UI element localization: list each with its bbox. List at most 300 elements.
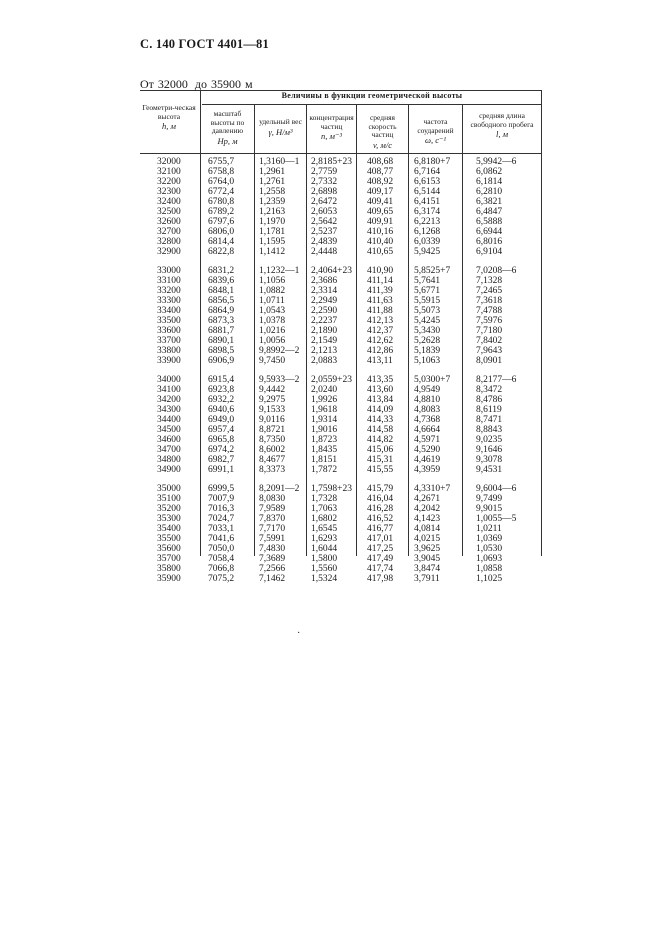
- table-cell: 5,1839: [414, 346, 441, 356]
- table-cell: 7,8402: [476, 336, 503, 346]
- table-cell: 35900: [157, 574, 181, 584]
- table-cell: 34800: [157, 455, 181, 465]
- table-cell: 6881,7: [208, 326, 235, 336]
- table-cell: 32500: [157, 207, 181, 217]
- table-cell: 6,2213: [414, 217, 441, 227]
- table-cell: 2,1213: [311, 346, 338, 356]
- table-cell: 6,1268: [414, 227, 441, 237]
- table-cell: 3,9625: [414, 544, 441, 554]
- table-row: [140, 356, 542, 366]
- table-cell: 34700: [157, 445, 181, 455]
- table-cell: 7,3618: [476, 296, 503, 306]
- table-row: [140, 415, 542, 425]
- column-header-label: Геометри-ческая высота: [142, 103, 196, 121]
- table-cell: 6,5144: [414, 187, 441, 197]
- table-cell: 35100: [157, 494, 181, 504]
- table-cell: 1,1025: [476, 574, 503, 584]
- table-cell: 6831,2: [208, 266, 235, 276]
- table-cell: 6,0339: [414, 237, 441, 247]
- table-cell: 8,6002: [259, 445, 286, 455]
- table-cell: 35800: [157, 564, 181, 574]
- table-cell: 416,04: [367, 494, 394, 504]
- table-row: [140, 187, 542, 197]
- table-cell: 9,3078: [476, 455, 503, 465]
- table-cell: 415,31: [367, 455, 394, 465]
- table-cell: 414,82: [367, 435, 394, 445]
- table-cell: 1,0378: [259, 316, 286, 326]
- table-cell: 5,1063: [414, 356, 441, 366]
- table-cell: 7016,3: [208, 504, 235, 514]
- table-cell: 9,1646: [476, 445, 503, 455]
- table-cell: 4,2042: [414, 504, 441, 514]
- table-cell: 1,0693: [476, 554, 503, 564]
- range-to: до: [194, 77, 208, 91]
- table-cell: 7041,6: [208, 534, 235, 544]
- table-row: [140, 574, 542, 584]
- table-cell: 33400: [157, 306, 181, 316]
- table-cell: 35500: [157, 534, 181, 544]
- table-cell: 413,60: [367, 385, 394, 395]
- table-row: [140, 227, 542, 237]
- table-cell: 9,4442: [259, 385, 286, 395]
- table-cell: 4,9549: [414, 385, 441, 395]
- table-cell: 1,2359: [259, 197, 286, 207]
- table-cell: 6,8016: [476, 237, 503, 247]
- table-cell: 8,7350: [259, 435, 286, 445]
- column-header-symbol: h, м: [162, 121, 176, 131]
- row-group: [140, 266, 542, 375]
- table-cell: 4,5290: [414, 445, 441, 455]
- table-cell: 4,8810: [414, 395, 441, 405]
- table-cell: 409,17: [367, 187, 394, 197]
- table-cell: 6873,3: [208, 316, 235, 326]
- table-cell: 410,90: [367, 266, 394, 276]
- table-cell: 7024,7: [208, 514, 235, 524]
- table-cell: 6797,6: [208, 217, 235, 227]
- table-cell: 7033,1: [208, 524, 235, 534]
- table-cell: 9,7499: [476, 494, 503, 504]
- table-cell: 5,2628: [414, 336, 441, 346]
- table-cell: 32100: [157, 167, 181, 177]
- table-cell: 33500: [157, 316, 181, 326]
- table-row: [140, 207, 542, 217]
- column-header-symbol: γ, Н/м³: [268, 126, 293, 137]
- table-cell: 34300: [157, 405, 181, 415]
- table-cell: 7,4788: [476, 306, 503, 316]
- table-cell: 5,8525+7: [414, 266, 451, 276]
- table-cell: 1,5800: [311, 554, 338, 564]
- table-cell: 2,8185+23: [311, 157, 352, 167]
- table-cell: 1,5324: [311, 574, 338, 584]
- table-cell: 5,6771: [414, 286, 441, 296]
- table-cell: 414,33: [367, 415, 394, 425]
- table-cell: 32000: [157, 157, 181, 167]
- table-cell: 6,3821: [476, 197, 503, 207]
- table-cell: 1,2961: [259, 167, 286, 177]
- table-cell: 33300: [157, 296, 181, 306]
- table-row: [140, 157, 542, 167]
- table-row: [140, 306, 542, 316]
- range-end: 35900: [211, 77, 242, 91]
- table-cell: 6,7164: [414, 167, 441, 177]
- table-cell: 1,9314: [311, 415, 338, 425]
- table-cell: 7007,9: [208, 494, 235, 504]
- table-cell: 1,7328: [311, 494, 338, 504]
- table-cell: 6864,9: [208, 306, 235, 316]
- table-cell: 8,2177—6: [476, 375, 517, 385]
- table-cell: 2,6898: [311, 187, 338, 197]
- table-cell: 417,49: [367, 554, 394, 564]
- table-cell: 6814,4: [208, 237, 235, 247]
- table-cell: 414,09: [367, 405, 394, 415]
- table-cell: 6848,1: [208, 286, 235, 296]
- table-cell: 6,3174: [414, 207, 441, 217]
- table-cell: 3,7911: [414, 574, 440, 584]
- table-cell: 5,5915: [414, 296, 441, 306]
- table-row: [140, 177, 542, 187]
- table-row: [140, 425, 542, 435]
- table-cell: 8,3373: [259, 465, 286, 475]
- table-cell: 7,9589: [259, 504, 286, 514]
- table-cell: 1,0216: [259, 326, 286, 336]
- table-cell: 7050,0: [208, 544, 235, 554]
- table-body: [140, 157, 542, 593]
- table-cell: 408,68: [367, 157, 394, 167]
- table-cell: 6,4151: [414, 197, 441, 207]
- table-cell: 35300: [157, 514, 181, 524]
- table-cell: 1,0055—5: [476, 514, 517, 524]
- table-cell: 4,3310+7: [414, 484, 451, 494]
- table-cell: 7,2566: [259, 564, 286, 574]
- table-cell: 1,1595: [259, 237, 286, 247]
- table-cell: 410,16: [367, 227, 394, 237]
- table-cell: 7,3689: [259, 554, 286, 564]
- table-cell: 6,6153: [414, 177, 441, 187]
- table-cell: 8,6119: [476, 405, 502, 415]
- table-cell: 6999,5: [208, 484, 235, 494]
- table-cell: 6789,2: [208, 207, 235, 217]
- table-cell: 5,9425: [414, 247, 441, 257]
- table-cell: 6,1814: [476, 177, 503, 187]
- table-cell: 32400: [157, 197, 181, 207]
- table-cell: 1,0530: [476, 544, 503, 554]
- table-cell: 1,6802: [311, 514, 338, 524]
- column-header-altitude: [140, 104, 198, 131]
- table-cell: 32300: [157, 187, 181, 197]
- table-cell: 5,7641: [414, 276, 441, 286]
- table-cell: 8,8843: [476, 425, 503, 435]
- table-row: [140, 564, 542, 574]
- table-cell: 32800: [157, 237, 181, 247]
- table-cell: 34500: [157, 425, 181, 435]
- table-cell: 32900: [157, 247, 181, 257]
- table-cell: 9,1533: [259, 405, 286, 415]
- table-cell: 34100: [157, 385, 181, 395]
- table-cell: 417,25: [367, 544, 394, 554]
- table-cell: 5,4245: [414, 316, 441, 326]
- table-cell: 2,2949: [311, 296, 338, 306]
- table-cell: 9,7450: [259, 356, 286, 366]
- table-row: [140, 167, 542, 177]
- table-row: [140, 554, 542, 564]
- table-cell: 4,8083: [414, 405, 441, 415]
- table-cell: 411,39: [367, 286, 393, 296]
- table-cell: 1,1781: [259, 227, 286, 237]
- table-row: [140, 484, 542, 494]
- table-cell: 415,06: [367, 445, 394, 455]
- table-cell: 1,5560: [311, 564, 338, 574]
- table-cell: 3,9045: [414, 554, 441, 564]
- table-cell: 35400: [157, 524, 181, 534]
- table-cell: 7,5991: [259, 534, 286, 544]
- table-row: [140, 385, 542, 395]
- table-cell: 6,6944: [476, 227, 503, 237]
- table-cell: 6,8180+7: [414, 157, 451, 167]
- column-header-label: средняя скорость частиц: [368, 113, 397, 139]
- table-cell: 7,2465: [476, 286, 503, 296]
- column-header-label: масштаб высоты по давлению: [210, 109, 245, 135]
- table-cell: 7066,8: [208, 564, 235, 574]
- table-cell: 7,1328: [476, 276, 503, 286]
- table-row: [140, 286, 542, 296]
- table-cell: 9,5933—2: [259, 375, 300, 385]
- table-cell: 5,3430: [414, 326, 441, 336]
- table-cell: 7,7180: [476, 326, 503, 336]
- table-cell: 415,55: [367, 465, 394, 475]
- table-cell: 1,6044: [311, 544, 338, 554]
- table-cell: 8,8721: [259, 425, 286, 435]
- table-cell: 34600: [157, 435, 181, 445]
- table-cell: 7,8370: [259, 514, 286, 524]
- table-cell: 7075,2: [208, 574, 235, 584]
- column-header-label: удельный вес: [259, 117, 302, 126]
- table-cell: 409,41: [367, 197, 394, 207]
- atmosphere-table: [140, 90, 542, 584]
- table-cell: 2,4064+23: [311, 266, 352, 276]
- table-cell: 1,0543: [259, 306, 286, 316]
- table-cell: 6856,5: [208, 296, 235, 306]
- table-row: [140, 504, 542, 514]
- table-cell: 2,3686: [311, 276, 338, 286]
- table-cell: 6932,2: [208, 395, 235, 405]
- table-cell: 7,7170: [259, 524, 286, 534]
- table-cell: 5,5073: [414, 306, 441, 316]
- table-row: [140, 524, 542, 534]
- table-row: [140, 217, 542, 227]
- table-cell: 8,7471: [476, 415, 503, 425]
- table-cell: 6822,8: [208, 247, 235, 257]
- table-cell: 2,1549: [311, 336, 338, 346]
- table-cell: 33100: [157, 276, 181, 286]
- table-cell: 8,4677: [259, 455, 286, 465]
- table-cell: 34400: [157, 415, 181, 425]
- table-cell: 1,8435: [311, 445, 338, 455]
- table-cell: 413,35: [367, 375, 394, 385]
- table-row: [140, 276, 542, 286]
- row-group: [140, 157, 542, 266]
- table-cell: 8,0901: [476, 356, 503, 366]
- table-cell: 408,92: [367, 177, 394, 187]
- column-header-particle-concentration: [307, 114, 356, 141]
- table-cell: 1,8151: [311, 455, 338, 465]
- table-cell: 9,9015: [476, 504, 503, 514]
- table-row: [140, 514, 542, 524]
- table-cell: 3,8474: [414, 564, 441, 574]
- table-cell: 1,2558: [259, 187, 286, 197]
- table-cell: 1,7872: [311, 465, 338, 475]
- column-header-symbol: n, м⁻³: [321, 131, 342, 141]
- table-cell: 2,2237: [311, 316, 338, 326]
- table-cell: 4,4619: [414, 455, 441, 465]
- table-row: [140, 316, 542, 326]
- table-cell: 9,0235: [476, 435, 503, 445]
- table-cell: 1,6545: [311, 524, 338, 534]
- table-cell: 2,7332: [311, 177, 338, 187]
- table-cell: 6,9104: [476, 247, 503, 257]
- table-cell: 7,4830: [259, 544, 286, 554]
- table-cell: 33000: [157, 266, 181, 276]
- table-cell: 417,98: [367, 574, 394, 584]
- table-cell: 32600: [157, 217, 181, 227]
- table-cell: 414,58: [367, 425, 394, 435]
- table-cell: 2,0883: [311, 356, 338, 366]
- table-row: [140, 375, 542, 385]
- table-cell: 1,0211: [476, 524, 502, 534]
- table-cell: 33800: [157, 346, 181, 356]
- table-cell: 2,5642: [311, 217, 338, 227]
- table-row: [140, 494, 542, 504]
- table-cell: 6940,6: [208, 405, 235, 415]
- table-cell: 2,6472: [311, 197, 338, 207]
- column-header-mean-free-path: [463, 112, 541, 139]
- super-header-rule: [202, 104, 542, 105]
- table-cell: 6,0862: [476, 167, 503, 177]
- column-header-collision-frequency: [409, 118, 462, 145]
- table-cell: 1,2163: [259, 207, 286, 217]
- table-cell: 6982,7: [208, 455, 235, 465]
- table-cell: 412,86: [367, 346, 394, 356]
- row-group: [140, 484, 542, 593]
- table-cell: 6898,5: [208, 346, 235, 356]
- column-header-symbol: l, м: [495, 129, 509, 139]
- table-cell: 6764,0: [208, 177, 235, 187]
- table-cell: 6890,1: [208, 336, 235, 346]
- table-cell: 411,14: [367, 276, 393, 286]
- table-cell: 1,9926: [311, 395, 338, 405]
- table-cell: 1,1232—1: [259, 266, 300, 276]
- table-cell: 1,8723: [311, 435, 338, 445]
- table-cell: 409,65: [367, 207, 394, 217]
- table-cell: 35000: [157, 484, 181, 494]
- table-cell: 411,63: [367, 296, 393, 306]
- table-cell: 6,4847: [476, 207, 503, 217]
- page-header: С. 140 ГОСТ 4401—81: [140, 37, 269, 51]
- column-header-symbol: Hр, м: [217, 135, 238, 146]
- table-cell: 1,7063: [311, 504, 338, 514]
- column-header-label: концентрация частиц: [309, 113, 354, 131]
- table-cell: 409,91: [367, 217, 394, 227]
- table-cell: 1,9016: [311, 425, 338, 435]
- table-cell: 7,9643: [476, 346, 503, 356]
- table-cell: 1,0858: [476, 564, 503, 574]
- table-cell: 2,0559+23: [311, 375, 352, 385]
- table-cell: 4,1423: [414, 514, 441, 524]
- table-cell: 411,88: [367, 306, 393, 316]
- table-cell: 33200: [157, 286, 181, 296]
- table-cell: 2,4448: [311, 247, 338, 257]
- table-cell: 2,0240: [311, 385, 338, 395]
- table-cell: 6806,0: [208, 227, 235, 237]
- table-cell: 417,01: [367, 534, 394, 544]
- table-cell: 9,0116: [259, 415, 285, 425]
- table-cell: 1,0711: [259, 296, 285, 306]
- table-cell: 8,2091—2: [259, 484, 300, 494]
- table-cell: 416,28: [367, 504, 394, 514]
- table-cell: 1,1970: [259, 217, 286, 227]
- table-cell: 7,1462: [259, 574, 286, 584]
- column-header-symbol: v, м/с: [373, 139, 392, 150]
- table-cell: 2,2590: [311, 306, 338, 316]
- table-cell: 6780,8: [208, 197, 235, 207]
- range-start: 32000: [157, 77, 188, 91]
- table-cell: 35700: [157, 554, 181, 564]
- table-row: [140, 455, 542, 465]
- table-cell: 2,6053: [311, 207, 338, 217]
- table-cell: 7,0208—6: [476, 266, 517, 276]
- table-cell: 32700: [157, 227, 181, 237]
- table-row: [140, 266, 542, 276]
- table-cell: 2,5237: [311, 227, 338, 237]
- table-row: [140, 534, 542, 544]
- table-cell: 2,7759: [311, 167, 338, 177]
- table-cell: 7,5976: [476, 316, 503, 326]
- table-row: [140, 296, 542, 306]
- table-row: [140, 405, 542, 415]
- table-cell: 410,40: [367, 237, 394, 247]
- table-cell: 2,1890: [311, 326, 338, 336]
- table-cell: 33900: [157, 356, 181, 366]
- table-cell: 6957,4: [208, 425, 235, 435]
- range-unit: м: [245, 77, 253, 91]
- table-cell: 33700: [157, 336, 181, 346]
- table-cell: 4,3959: [414, 465, 441, 475]
- table-row: [140, 326, 542, 336]
- table-cell: 1,1056: [259, 276, 286, 286]
- table-cell: 6991,1: [208, 465, 235, 475]
- table-cell: 2,4839: [311, 237, 338, 247]
- table-cell: 1,0369: [476, 534, 503, 544]
- table-cell: 5,9942—6: [476, 157, 517, 167]
- table-cell: 1,0056: [259, 336, 286, 346]
- table-cell: 9,6004—6: [476, 484, 517, 494]
- table-cell: 412,37: [367, 326, 394, 336]
- table-cell: 408,77: [367, 167, 394, 177]
- table-row: [140, 197, 542, 207]
- column-header-symbol: ω, с⁻¹: [424, 135, 447, 145]
- table-cell: 4,7368: [414, 415, 441, 425]
- table-cell: 6755,7: [208, 157, 235, 167]
- table-cell: 32200: [157, 177, 181, 187]
- decorative-dot: ·: [297, 628, 301, 639]
- table-cell: 416,52: [367, 514, 394, 524]
- table-cell: 6965,8: [208, 435, 235, 445]
- column-header-pressure-scale: [201, 110, 254, 145]
- table-cell: 33600: [157, 326, 181, 336]
- range-from: От: [140, 77, 154, 91]
- table-cell: 4,2671: [414, 494, 441, 504]
- table-cell: 6,5888: [476, 217, 503, 227]
- table-cell: 6906,9: [208, 356, 235, 366]
